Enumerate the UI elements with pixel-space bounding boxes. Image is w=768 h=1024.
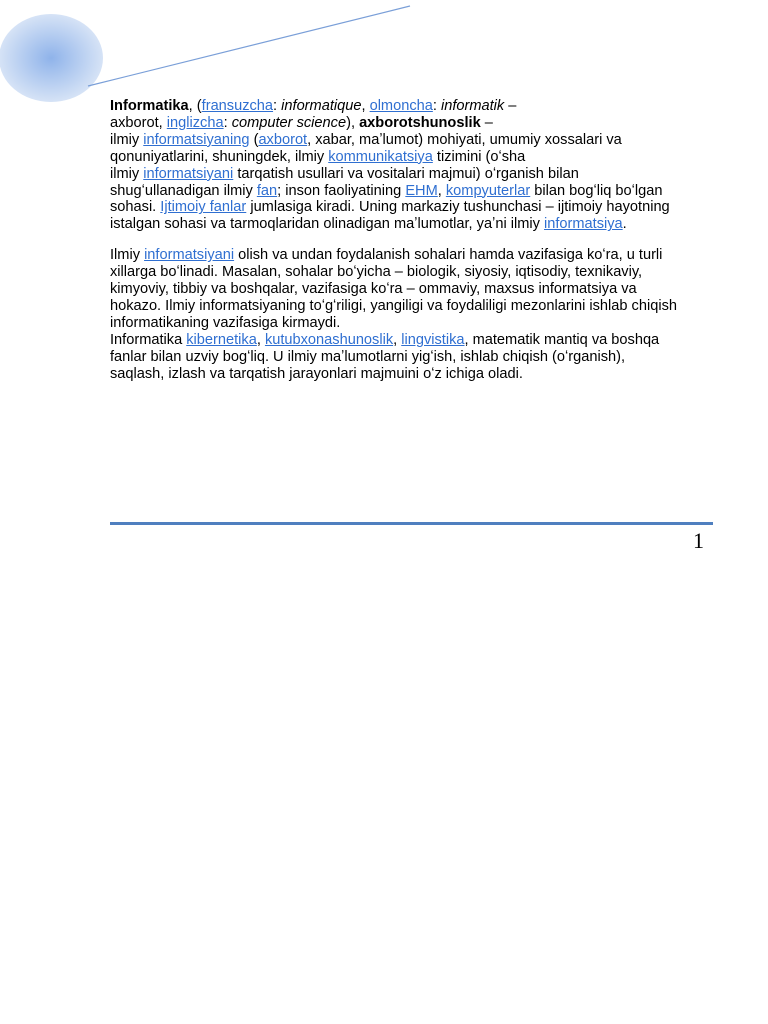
link-axborot[interactable]: axborot: [258, 131, 308, 148]
paragraph-types: [110, 247, 716, 332]
footer-rule: [110, 522, 713, 525]
page-number: 1: [693, 528, 704, 553]
line: Ilmiy informatsiyani olish va undan foydalanish sohalari hamda vazifasiga koʻra, u turli: [110, 247, 663, 264]
paragraph-definition: [110, 98, 716, 233]
link-informatsiyani-2[interactable]: informatsiyani: [144, 247, 235, 264]
link-lingvistika[interactable]: lingvistika: [401, 331, 465, 348]
link-fan[interactable]: fan: [256, 182, 278, 199]
link-kommunikatsiya[interactable]: kommunikatsiya: [328, 148, 433, 165]
decorative-circle: [0, 14, 103, 102]
link-informatsiyani[interactable]: informatsiyani: [143, 165, 234, 182]
term-informatika: Informatika: [110, 98, 189, 114]
line: kimyoviy, tibbiy va boshqalar, vazifasiga koʻra – ommaviy, maxsus informatsiya va: [110, 281, 637, 298]
paragraph-relations: [110, 332, 716, 383]
line: saqlash, izlash va tarqatish jarayonlari majmuini oʻz ichiga oladi.: [110, 365, 523, 382]
link-inglizcha[interactable]: inglizcha: [166, 114, 224, 131]
link-informatsiyaning[interactable]: informatsiyaning: [143, 131, 250, 148]
link-olmoncha[interactable]: olmoncha: [369, 98, 433, 114]
line: xillarga boʻlinadi. Masalan, sohalar boʻyicha – biologik, siyosiy, iqtisodiy, texnikaviy,: [110, 264, 643, 281]
link-kibernetika[interactable]: kibernetika: [186, 331, 257, 348]
line: ilmiy informatsiyani tarqatish usullari va vositalari majmui) oʻrganish bilan: [110, 165, 579, 182]
link-fransuzcha[interactable]: fransuzcha: [201, 98, 274, 114]
line: Informatika, (fransuzcha: informatique, olmoncha: informatik –: [110, 98, 517, 114]
line: Informatika kibernetika, kutubxonashunoslik, lingvistika, matematik mantiq va boshqa: [110, 331, 660, 348]
link-kompyuterlar[interactable]: kompyuterlar: [445, 182, 531, 199]
link-informatsiya[interactable]: informatsiya: [543, 216, 623, 233]
link-kutubxonashunoslik[interactable]: kutubxonashunoslik: [264, 331, 394, 348]
line: shugʻullanadigan ilmiy fan; inson faoliyatining EHM, kompyuterlar bilan bogʻliq boʻlgan: [110, 182, 663, 199]
decorative-line: [88, 6, 410, 86]
line: istalgan sohasi va tarmoqlaridan olinadigan maʼlumotlar, yaʼni ilmiy informatsiya.: [110, 216, 627, 233]
header-decoration: [0, 0, 420, 110]
line: sohasi. Ijtimoiy fanlar jumlasiga kiradi. Uning markaziy tushunchasi – ijtimoiy hayotning: [110, 199, 670, 216]
line: ilmiy informatsiyaning (axborot, xabar, maʼlumot) mohiyati, umumiy xossalari va: [110, 131, 622, 148]
line: fanlar bilan uzviy bogʻliq. U ilmiy maʼlumotlarni yigʻish, ishlab chiqish (oʻrganish),: [110, 348, 626, 365]
link-ehm[interactable]: EHM: [405, 182, 438, 199]
document-body: [110, 98, 716, 383]
line: hokazo. Ilmiy informatsiyaning toʻgʻriligi, yangiligi va foydaliligi mezonlarini ishlab chiqish: [110, 297, 677, 314]
line: informatikaning vazifasiga kirmaydi.: [110, 314, 341, 331]
line: qonuniyatlarini, shuningdek, ilmiy kommunikatsiya tizimini (oʻsha: [110, 148, 526, 165]
term-axborotshunoslik: axborotshunoslik: [359, 114, 481, 131]
link-ijtimoiy-fanlar[interactable]: Ijtimoiy fanlar: [160, 199, 247, 216]
line: axborot, inglizcha: computer science), axborotshunoslik –: [110, 114, 493, 131]
